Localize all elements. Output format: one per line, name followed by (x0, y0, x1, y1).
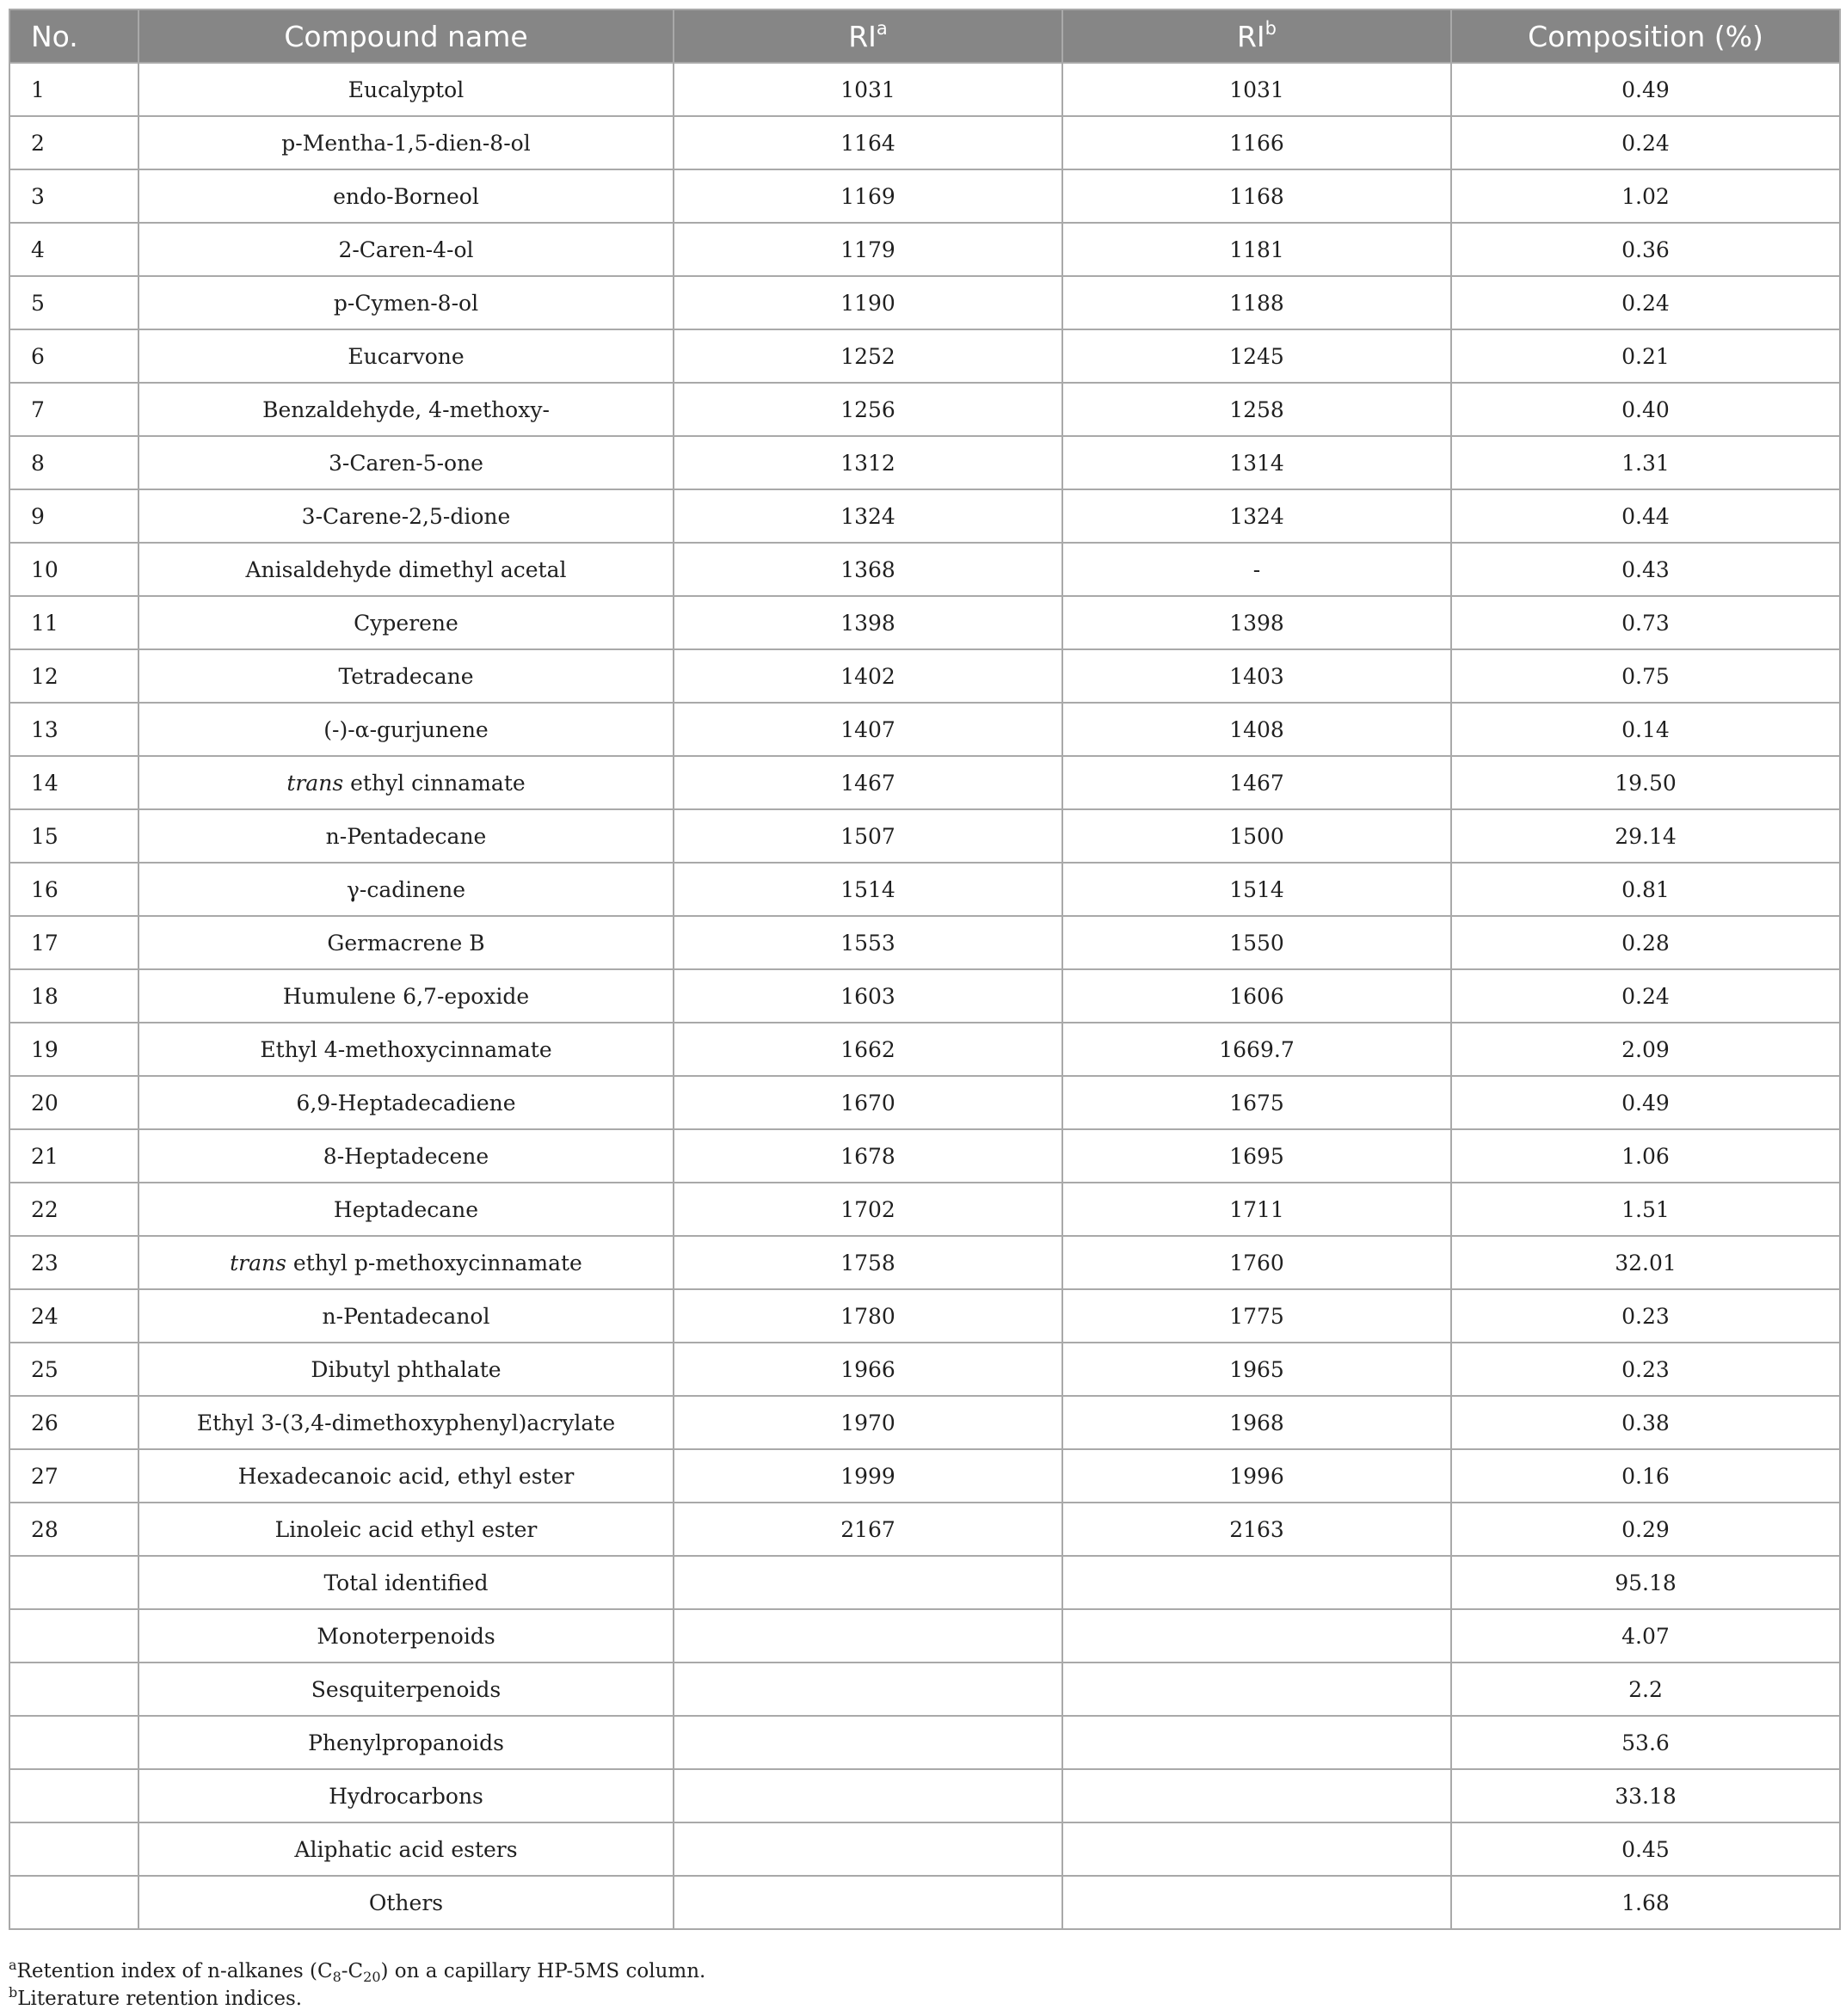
header-ri-b-marker: b (1265, 17, 1277, 39)
cell-composition: 0.45 (1451, 1822, 1840, 1876)
cell-ri-b (1062, 1556, 1451, 1609)
name-rest: ethyl p-methoxycinnamate (286, 1250, 582, 1275)
cell-composition: 0.28 (1451, 916, 1840, 969)
cell-ri-a: 1603 (674, 969, 1062, 1023)
cell-composition: 1.02 (1451, 169, 1840, 223)
cell-composition: 1.06 (1451, 1129, 1840, 1183)
cell-no (9, 1609, 138, 1663)
italic-prefix: trans (286, 770, 344, 796)
cell-ri-b: 1181 (1062, 223, 1451, 276)
cell-compound-name: Hydrocarbons (138, 1769, 674, 1822)
cell-composition: 0.36 (1451, 223, 1840, 276)
cell-compound-name: Aliphatic acid esters (138, 1822, 674, 1876)
cell-ri-a (674, 1769, 1062, 1822)
cell-composition: 33.18 (1451, 1769, 1840, 1822)
header-ri-a-marker: a (876, 17, 888, 39)
table-row (9, 1289, 1840, 1343)
cell-ri-b: 1669.7 (1062, 1023, 1451, 1076)
cell-ri-a: 1670 (674, 1076, 1062, 1129)
footnote-b-marker: b (9, 1984, 18, 2001)
cell-no: 23 (9, 1236, 138, 1289)
table-row (9, 916, 1840, 969)
cell-compound-name: Tetradecane (138, 649, 674, 703)
table-row (9, 1023, 1840, 1076)
cell-ri-a: 1190 (674, 276, 1062, 329)
cell-no: 3 (9, 169, 138, 223)
cell-composition: 4.07 (1451, 1609, 1840, 1663)
footnote-a (9, 1958, 705, 1985)
cell-no: 5 (9, 276, 138, 329)
cell-no: 7 (9, 383, 138, 436)
cell-no (9, 1876, 138, 1929)
cell-no: 20 (9, 1076, 138, 1129)
cell-compound-name: Monoterpenoids (138, 1609, 674, 1663)
cell-no (9, 1556, 138, 1609)
cell-no: 13 (9, 703, 138, 756)
cell-ri-a: 1662 (674, 1023, 1062, 1076)
cell-ri-a: 1553 (674, 916, 1062, 969)
table-row (9, 1396, 1840, 1449)
cell-compound-name: n-Pentadecanol (138, 1289, 674, 1343)
cell-composition: 0.73 (1451, 596, 1840, 649)
table-row (9, 1449, 1840, 1503)
cell-composition: 0.24 (1451, 116, 1840, 169)
cell-ri-b: 1500 (1062, 809, 1451, 863)
cell-no: 27 (9, 1449, 138, 1503)
cell-ri-a: 1966 (674, 1343, 1062, 1396)
cell-composition: 53.6 (1451, 1716, 1840, 1769)
cell-ri-a: 1758 (674, 1236, 1062, 1289)
cell-ri-a: 1780 (674, 1289, 1062, 1343)
table-row (9, 383, 1840, 436)
cell-no: 16 (9, 863, 138, 916)
cell-no: 19 (9, 1023, 138, 1076)
cell-ri-a: 1999 (674, 1449, 1062, 1503)
cell-compound-name: p-Cymen-8-ol (138, 276, 674, 329)
cell-no: 22 (9, 1183, 138, 1236)
table-body (9, 63, 1840, 1929)
cell-ri-b (1062, 1663, 1451, 1716)
cell-ri-a (674, 1609, 1062, 1663)
cell-compound-name: γ-cadinene (138, 863, 674, 916)
cell-ri-b: 1760 (1062, 1236, 1451, 1289)
cell-no: 17 (9, 916, 138, 969)
cell-ri-b (1062, 1769, 1451, 1822)
cell-ri-a: 1514 (674, 863, 1062, 916)
cell-composition: 0.81 (1451, 863, 1840, 916)
table-row (9, 809, 1840, 863)
cell-no (9, 1822, 138, 1876)
header-ri-b-label: RI (1236, 19, 1265, 53)
name-rest: ethyl cinnamate (343, 770, 526, 796)
cell-composition: 2.09 (1451, 1023, 1840, 1076)
cell-composition: 1.31 (1451, 436, 1840, 489)
cell-compound-name (138, 756, 674, 809)
footnote-a-sub-2: 20 (363, 1969, 381, 1985)
cell-no (9, 1716, 138, 1769)
cell-composition: 0.23 (1451, 1343, 1840, 1396)
table-row (9, 169, 1840, 223)
cell-ri-b: 1031 (1062, 63, 1451, 116)
table-row (9, 703, 1840, 756)
cell-composition: 2.2 (1451, 1663, 1840, 1716)
table-row (9, 1609, 1840, 1663)
cell-no: 12 (9, 649, 138, 703)
table-row (9, 649, 1840, 703)
table-row (9, 1129, 1840, 1183)
cell-ri-a: 1398 (674, 596, 1062, 649)
cell-composition: 0.44 (1451, 489, 1840, 543)
cell-ri-a: 1252 (674, 329, 1062, 383)
table-row (9, 489, 1840, 543)
cell-compound-name: Ethyl 4-methoxycinnamate (138, 1023, 674, 1076)
cell-ri-b: 1775 (1062, 1289, 1451, 1343)
cell-ri-a: 1407 (674, 703, 1062, 756)
cell-ri-a: 1031 (674, 63, 1062, 116)
cell-ri-b: 1550 (1062, 916, 1451, 969)
cell-ri-b: 1695 (1062, 1129, 1451, 1183)
cell-composition: 0.49 (1451, 1076, 1840, 1129)
cell-compound-name: 8-Heptadecene (138, 1129, 674, 1183)
cell-ri-b: 1467 (1062, 756, 1451, 809)
table-row (9, 1236, 1840, 1289)
cell-composition: 0.24 (1451, 969, 1840, 1023)
cell-ri-a: 1368 (674, 543, 1062, 596)
cell-ri-b (1062, 1609, 1451, 1663)
table-row (9, 436, 1840, 489)
cell-no: 24 (9, 1289, 138, 1343)
footnote-a-text-3: ) on a capillary HP-5MS column. (380, 1960, 706, 1982)
table-row (9, 63, 1840, 116)
cell-ri-a: 1256 (674, 383, 1062, 436)
cell-ri-b: 1258 (1062, 383, 1451, 436)
table-row (9, 1343, 1840, 1396)
table-header-row (9, 9, 1840, 63)
cell-ri-b: 1996 (1062, 1449, 1451, 1503)
cell-composition: 0.49 (1451, 63, 1840, 116)
cell-composition: 0.29 (1451, 1503, 1840, 1556)
cell-ri-a: 1179 (674, 223, 1062, 276)
cell-no: 6 (9, 329, 138, 383)
footnote-a-text-1: Retention index of n-alkanes (C (16, 1960, 333, 1982)
cell-no: 11 (9, 596, 138, 649)
compound-table (9, 9, 1841, 1930)
cell-compound-name: 2-Caren-4-ol (138, 223, 674, 276)
cell-compound-name: 3-Caren-5-one (138, 436, 674, 489)
cell-composition: 0.21 (1451, 329, 1840, 383)
cell-ri-b: 1245 (1062, 329, 1451, 383)
cell-ri-b: 1188 (1062, 276, 1451, 329)
cell-ri-a (674, 1876, 1062, 1929)
header-ri-a-label: RI (848, 19, 877, 53)
table-row (9, 969, 1840, 1023)
cell-compound-name: Phenylpropanoids (138, 1716, 674, 1769)
cell-compound-name: Germacrene B (138, 916, 674, 969)
cell-ri-a: 1467 (674, 756, 1062, 809)
cell-compound-name: endo-Borneol (138, 169, 674, 223)
cell-composition: 0.23 (1451, 1289, 1840, 1343)
footnote-a-marker: a (9, 1957, 17, 1973)
footnote-a-text-2: -C (341, 1960, 364, 1982)
cell-compound-name: Cyperene (138, 596, 674, 649)
cell-compound-name: Others (138, 1876, 674, 1929)
table-row (9, 1663, 1840, 1716)
cell-ri-a (674, 1663, 1062, 1716)
cell-ri-b: - (1062, 543, 1451, 596)
cell-compound-name: Linoleic acid ethyl ester (138, 1503, 674, 1556)
cell-compound-name: Dibutyl phthalate (138, 1343, 674, 1396)
cell-ri-a: 1312 (674, 436, 1062, 489)
cell-no: 10 (9, 543, 138, 596)
cell-compound-name: Anisaldehyde dimethyl acetal (138, 543, 674, 596)
footnote-b-text: Literature retention indices. (17, 1988, 303, 2010)
header-compound-name: Compound name (138, 9, 674, 63)
cell-no: 14 (9, 756, 138, 809)
cell-composition: 0.40 (1451, 383, 1840, 436)
cell-compound-name: Benzaldehyde, 4-methoxy- (138, 383, 674, 436)
table-row (9, 1556, 1840, 1609)
cell-compound-name: Hexadecanoic acid, ethyl ester (138, 1449, 674, 1503)
cell-compound-name: p-Mentha-1,5-dien-8-ol (138, 116, 674, 169)
cell-compound-name: Humulene 6,7-epoxide (138, 969, 674, 1023)
cell-ri-b: 1968 (1062, 1396, 1451, 1449)
header-composition: Composition (%) (1451, 9, 1840, 63)
cell-compound-name: (-)-α-gurjunene (138, 703, 674, 756)
cell-no: 21 (9, 1129, 138, 1183)
footnote-a-sub-1: 8 (332, 1969, 342, 1985)
cell-no: 8 (9, 436, 138, 489)
cell-ri-b: 1606 (1062, 969, 1451, 1023)
cell-composition: 1.68 (1451, 1876, 1840, 1929)
cell-compound-name: Ethyl 3-(3,4-dimethoxyphenyl)acrylate (138, 1396, 674, 1449)
cell-ri-a: 1702 (674, 1183, 1062, 1236)
cell-ri-a: 2167 (674, 1503, 1062, 1556)
cell-ri-a: 1402 (674, 649, 1062, 703)
cell-ri-b: 1168 (1062, 169, 1451, 223)
cell-ri-a: 1970 (674, 1396, 1062, 1449)
cell-composition: 0.38 (1451, 1396, 1840, 1449)
header-ri-a (674, 9, 1062, 63)
table-row (9, 276, 1840, 329)
header-ri-b (1062, 9, 1451, 63)
cell-compound-name: Sesquiterpenoids (138, 1663, 674, 1716)
cell-ri-a: 1169 (674, 169, 1062, 223)
table-row (9, 863, 1840, 916)
cell-compound-name: Heptadecane (138, 1183, 674, 1236)
cell-composition: 95.18 (1451, 1556, 1840, 1609)
cell-ri-b (1062, 1716, 1451, 1769)
cell-ri-a (674, 1716, 1062, 1769)
footnote-b (9, 1985, 705, 2013)
cell-compound-name: Eucalyptol (138, 63, 674, 116)
cell-no: 25 (9, 1343, 138, 1396)
cell-ri-b (1062, 1822, 1451, 1876)
cell-ri-a: 1678 (674, 1129, 1062, 1183)
table-row (9, 223, 1840, 276)
cell-no: 18 (9, 969, 138, 1023)
table-row (9, 116, 1840, 169)
table-footnotes (9, 1958, 705, 2013)
table-row (9, 756, 1840, 809)
table-row (9, 1769, 1840, 1822)
cell-ri-b: 2163 (1062, 1503, 1451, 1556)
cell-ri-b: 1711 (1062, 1183, 1451, 1236)
cell-ri-b: 1408 (1062, 703, 1451, 756)
cell-no (9, 1663, 138, 1716)
cell-compound-name: Eucarvone (138, 329, 674, 383)
table-row (9, 1716, 1840, 1769)
cell-composition: 0.24 (1451, 276, 1840, 329)
cell-ri-b: 1675 (1062, 1076, 1451, 1129)
cell-compound-name: n-Pentadecane (138, 809, 674, 863)
cell-no: 1 (9, 63, 138, 116)
cell-compound-name: 3-Carene-2,5-dione (138, 489, 674, 543)
cell-ri-b: 1324 (1062, 489, 1451, 543)
cell-composition: 1.51 (1451, 1183, 1840, 1236)
cell-ri-a (674, 1822, 1062, 1876)
cell-composition: 0.43 (1451, 543, 1840, 596)
cell-ri-a: 1507 (674, 809, 1062, 863)
cell-composition: 0.75 (1451, 649, 1840, 703)
cell-composition: 0.16 (1451, 1449, 1840, 1503)
cell-no: 26 (9, 1396, 138, 1449)
cell-ri-a: 1324 (674, 489, 1062, 543)
cell-ri-b: 1965 (1062, 1343, 1451, 1396)
cell-ri-b (1062, 1876, 1451, 1929)
cell-ri-b: 1514 (1062, 863, 1451, 916)
cell-ri-b: 1314 (1062, 436, 1451, 489)
cell-ri-b: 1166 (1062, 116, 1451, 169)
table-row (9, 1503, 1840, 1556)
cell-compound-name (138, 1236, 674, 1289)
table-row (9, 1822, 1840, 1876)
table-row (9, 329, 1840, 383)
cell-no: 2 (9, 116, 138, 169)
italic-prefix: trans (230, 1250, 286, 1275)
cell-no: 15 (9, 809, 138, 863)
cell-ri-b: 1398 (1062, 596, 1451, 649)
table-row (9, 1183, 1840, 1236)
cell-composition: 19.50 (1451, 756, 1840, 809)
cell-composition: 29.14 (1451, 809, 1840, 863)
header-no: No. (9, 9, 138, 63)
cell-no: 4 (9, 223, 138, 276)
cell-composition: 32.01 (1451, 1236, 1840, 1289)
cell-compound-name: Total identified (138, 1556, 674, 1609)
cell-compound-name: 6,9-Heptadecadiene (138, 1076, 674, 1129)
cell-ri-b: 1403 (1062, 649, 1451, 703)
cell-no: 28 (9, 1503, 138, 1556)
table-row (9, 596, 1840, 649)
cell-no (9, 1769, 138, 1822)
cell-no: 9 (9, 489, 138, 543)
table-row (9, 543, 1840, 596)
table-row (9, 1076, 1840, 1129)
table-row (9, 1876, 1840, 1929)
cell-ri-a (674, 1556, 1062, 1609)
cell-composition: 0.14 (1451, 703, 1840, 756)
cell-ri-a: 1164 (674, 116, 1062, 169)
